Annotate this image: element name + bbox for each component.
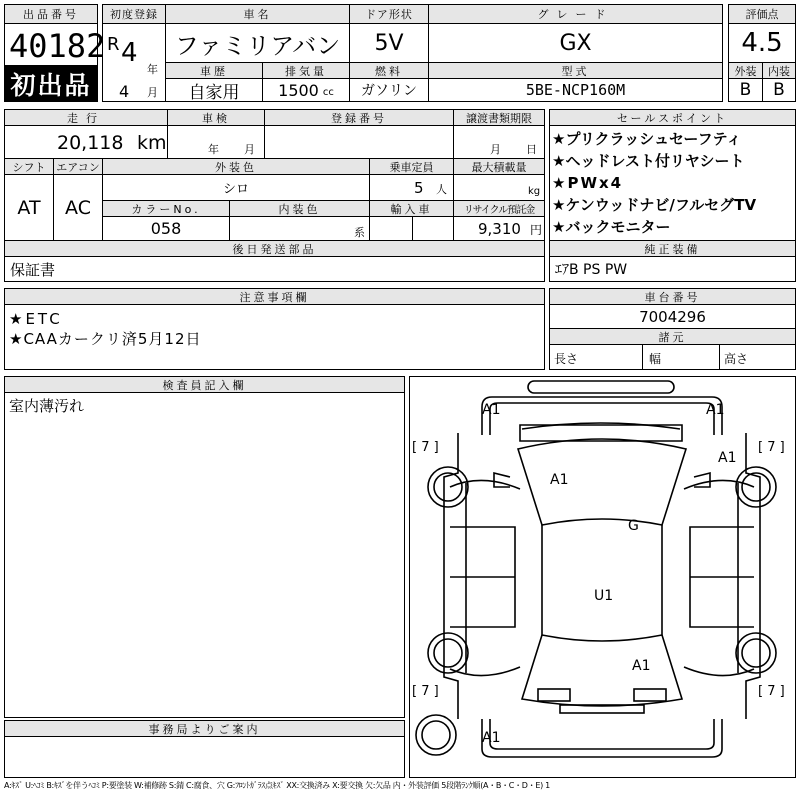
chassis-number [549, 304, 796, 329]
exterior-grade-text: B [739, 80, 752, 100]
interior-grade-text: B [773, 80, 785, 100]
width-label: 幅 [649, 352, 662, 366]
door-type-text: 5V [374, 30, 404, 56]
grade [428, 23, 723, 63]
first-registration-box [102, 23, 166, 102]
lot-number-box [4, 23, 106, 66]
model [428, 78, 723, 102]
equipment: ｴｱB PS PW [555, 262, 628, 278]
inspection-month-unit: 月 [244, 143, 255, 156]
registration-year: 4 [121, 38, 138, 68]
history-text: 自家用 [188, 82, 240, 103]
transfer-day-unit: 日 [526, 143, 537, 156]
displacement-value: 1500 [278, 80, 319, 100]
capacity-label: 乗車定員 [369, 158, 454, 175]
car-name-text: ファミリアバン [174, 31, 341, 60]
damage-mark-rear-left: A1 [482, 730, 501, 746]
inspector-notes-box [4, 392, 405, 718]
exterior-color [102, 174, 370, 201]
damage-mark-roof: U1 [594, 588, 614, 604]
damage-mark-rear-glass: A1 [632, 658, 651, 674]
damage-mark-windshield: G [628, 518, 639, 534]
interior-color-unit: 系 [354, 226, 365, 239]
first-listing-text: 初出品 [10, 71, 92, 100]
interior-color-label: 内装色 [229, 200, 370, 217]
exterior-grade-label: 外装 [728, 62, 763, 79]
ac [53, 174, 103, 241]
sales-point-item: ★バックモニター [552, 218, 671, 236]
sales-point-item: ★ケンウッドナビ/フルセグTV [552, 196, 757, 214]
first-listing-badge [4, 66, 98, 102]
tire-label-rear-right: [ 7 ] [758, 684, 785, 699]
chassis-number-text: 7004296 [639, 307, 706, 326]
damage-mark-front-left: A1 [482, 402, 501, 418]
inspector-notes: 室内薄汚れ [9, 397, 85, 415]
inspection-label: 車検 [167, 109, 265, 126]
max-load-unit: kg [528, 186, 541, 197]
grade-text: GX [559, 30, 592, 56]
damage-diagram [409, 376, 796, 778]
score-text: 4.5 [741, 28, 783, 58]
inspector-notes-label: 検査員記入欄 [4, 376, 405, 393]
mileage-unit: km [137, 132, 167, 154]
recycle-fee: 9,310 [478, 220, 521, 238]
office-notice-label: 事務局よりご案内 [4, 720, 405, 737]
equipment-label: 純正装備 [549, 240, 796, 257]
import-label: 輸入車 [369, 200, 454, 217]
height-label: 高さ [724, 352, 749, 366]
exterior-color-label: 外装色 [102, 158, 370, 175]
interior-color-box [229, 216, 370, 241]
sales-points-box [549, 125, 796, 241]
inspection-box [167, 125, 265, 159]
recycle-box [453, 216, 545, 241]
history [165, 78, 263, 102]
sales-point-item: ★プリクラッシュセーフティ [552, 130, 742, 148]
year-unit: 年 [147, 63, 158, 76]
fuel-label: 燃料 [349, 62, 429, 79]
shift-label: シフト [4, 158, 54, 175]
fuel [349, 78, 429, 102]
exterior-color-text: シロ [222, 182, 249, 197]
max-load-label: 最大積載量 [453, 158, 545, 175]
tire-label-front-right: [ 7 ] [758, 440, 785, 455]
fuel-text: ガソリン [361, 83, 417, 99]
score [728, 23, 796, 63]
score-label: 評価点 [728, 4, 796, 24]
chassis-number-label: 車台番号 [549, 288, 796, 305]
car-name [165, 23, 350, 63]
shift-text: AT [17, 196, 41, 219]
capacity-unit: 人 [436, 183, 447, 196]
later-parts: 保証書 [10, 261, 56, 279]
notes-label: 注意事項欄 [4, 288, 545, 305]
month-unit: 月 [147, 86, 158, 99]
mileage-box [4, 125, 168, 159]
color-number-label: カラーNo. [102, 200, 230, 217]
recycle-unit: 円 [530, 223, 543, 237]
model-label: 型式 [428, 62, 723, 79]
displacement-label: 排気量 [262, 62, 350, 79]
equipment-box [549, 256, 796, 282]
registration-number-box [264, 125, 454, 159]
color-number [102, 216, 230, 241]
ac-label: エアコン [53, 158, 103, 175]
damage-mark-right-fender: A1 [718, 450, 737, 466]
shift [4, 174, 54, 241]
max-load-box [453, 174, 545, 201]
model-text: 5BE-NCP160M [525, 81, 626, 99]
later-parts-box [4, 256, 545, 282]
capacity-box [369, 174, 454, 201]
note-item: ★CAAカークリ済5月12日 [9, 330, 202, 348]
width-box [642, 344, 720, 370]
door-type [349, 23, 429, 63]
length-box [549, 344, 643, 370]
lot-number-label: 出品番号 [4, 4, 98, 24]
exterior-grade [728, 78, 763, 102]
ac-text: AC [65, 196, 91, 219]
transfer-deadline-box [453, 125, 545, 159]
import-box [369, 216, 413, 241]
later-parts-label: 後日発送部品 [4, 240, 545, 257]
transfer-deadline-label: 譲渡書類期限 [453, 109, 545, 126]
damage-mark-hood: A1 [550, 472, 569, 488]
first-registration-label: 初度登録 [102, 4, 166, 24]
interior-grade [762, 78, 796, 102]
recycle-label: リサイクル預託金 [453, 200, 545, 217]
damage-mark-front-right: A1 [706, 402, 725, 418]
displacement-unit: cc [322, 86, 334, 98]
lot-number: 40182 [9, 27, 106, 65]
registration-month: 4 [119, 82, 130, 101]
import-box-2 [412, 216, 454, 241]
era: R [107, 34, 120, 55]
length-label: 長さ [554, 352, 579, 366]
displacement [262, 78, 350, 102]
tire-label-front-left: [ 7 ] [412, 440, 439, 455]
capacity: 5 [414, 179, 424, 197]
dimensions-label: 諸元 [549, 328, 796, 345]
height-box [719, 344, 796, 370]
history-label: 車歴 [165, 62, 263, 79]
mileage: 20,118 [57, 132, 124, 154]
mileage-label: 走行 [4, 109, 168, 126]
color-number-text: 058 [150, 219, 182, 238]
sales-point-item: ★PWx4 [552, 174, 624, 192]
grade-label: グレード [428, 4, 723, 24]
registration-number-label: 登録番号 [264, 109, 454, 126]
car-name-label: 車名 [165, 4, 350, 24]
office-notice-box [4, 736, 405, 778]
transfer-month-unit: 月 [490, 143, 501, 156]
car-outline [410, 377, 795, 777]
inspection-year-unit: 年 [208, 143, 219, 156]
legend: A:ｷｽﾞ U:ﾍｺﾐ B:ｷｽﾞを伴うﾍｺﾐ P:要塗装 W:補修跡 S:錆 C:腐食、穴 G:ﾌﾛﾝﾄｶﾞﾗｽ点ｷｽﾞ XX:交換済み X:要交換 欠:欠品 内・外装評価 5段階ﾗﾝｸ順(A・B・C・D・E) 1 [4, 781, 550, 790]
door-label: ドア形状 [349, 4, 429, 24]
note-item: ★ETC [9, 310, 63, 328]
notes-box [4, 304, 545, 370]
tire-label-rear-left: [ 7 ] [412, 684, 439, 699]
interior-grade-label: 内装 [762, 62, 796, 79]
sales-points-label: セールスポイント [549, 109, 796, 126]
sales-point-item: ★ヘッドレスト付リヤシート [552, 152, 745, 170]
